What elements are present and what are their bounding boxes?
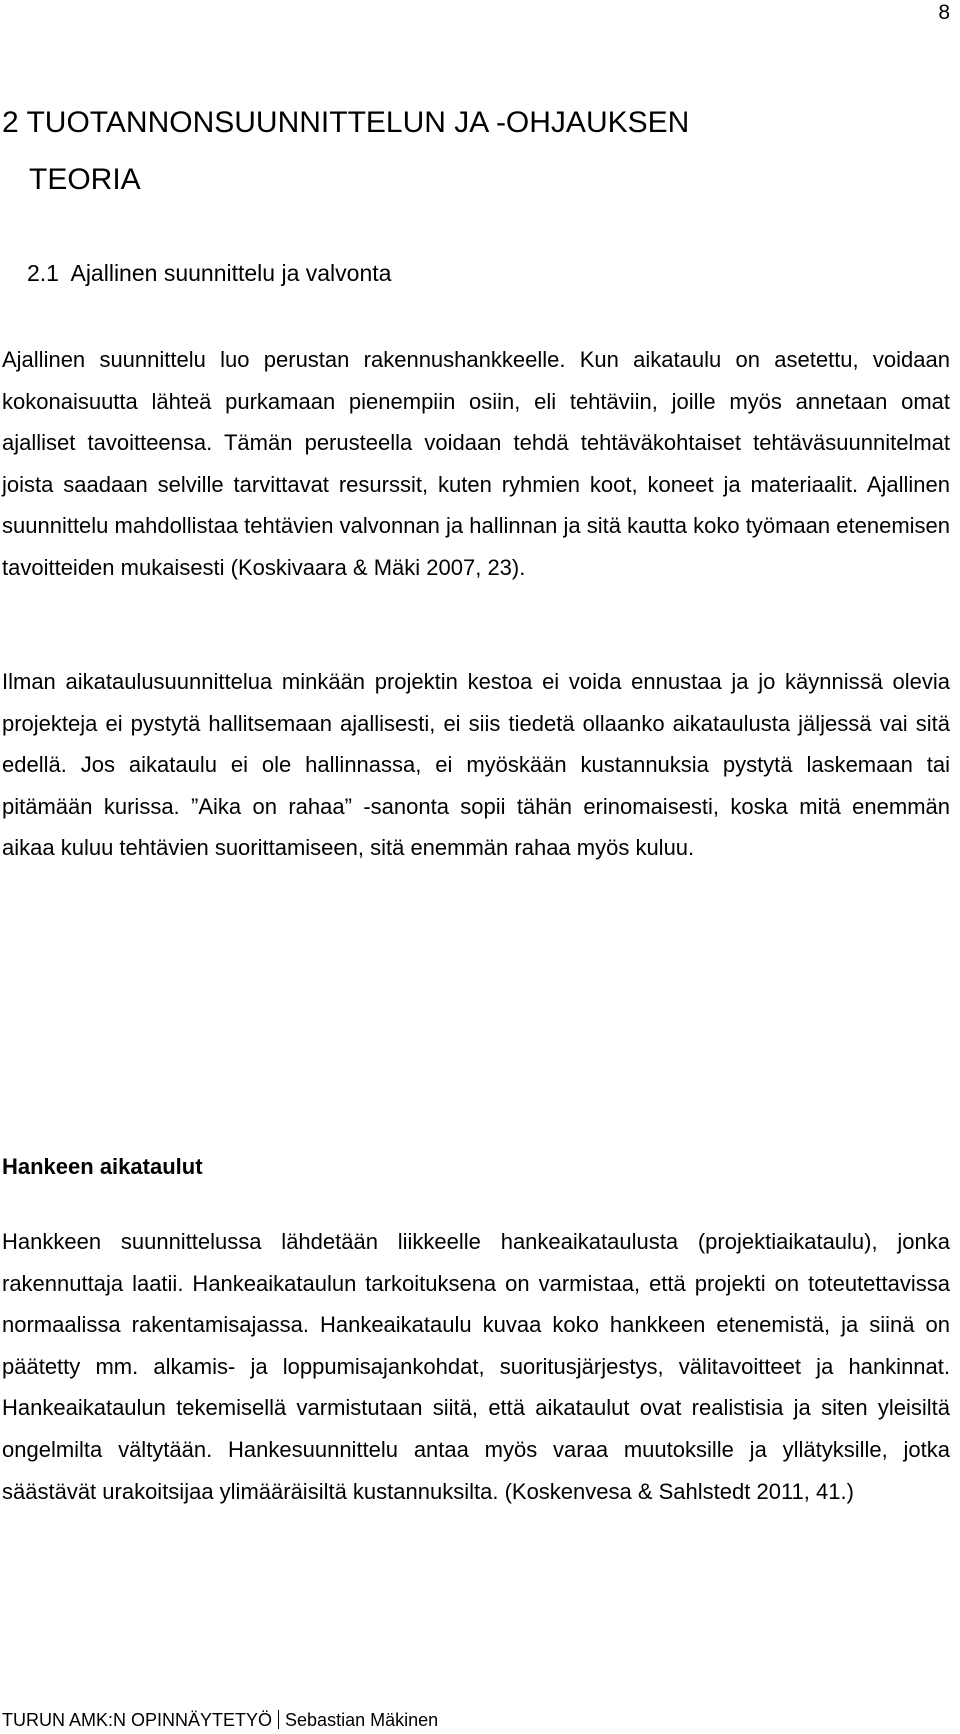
footer-separator [278,1710,279,1729]
footer-author: Sebastian Mäkinen [285,1710,439,1730]
body-paragraph-1: Ajallinen suunnittelu luo perustan rakennushankkeelle. Kun aikataulu on asetettu, voidaan kokonaisuutta lähteä purkamaan pienempiin osiin, eli tehtäviin, joille myös annetaan omat ajalliset tavoitteensa. Tämän perusteella voidaan tehdä tehtäväkohtaiset tehtäväsuunnitelmat joista saadaan selville tarvittavat resurssit, kuten ryhmien koot, koneet ja materiaalit. Ajallinen suunnittelu mahdollistaa tehtävien valvonnan ja hallinnan ja sitä kautta koko työmaan etenemisen tavoitteiden mukaisesti (Koskivaara & Mäki 2007, 23). [2,347,950,580]
page-footer [2,1709,438,1731]
section-heading: 2.1 Ajallinen suunnittelu ja valvonta [27,260,392,286]
chapter-heading-line-1: 2 TUOTANNONSUUNNITTELUN JA -OHJAUKSEN [2,106,690,139]
subsection-heading: Hankeen aikataulut [2,1154,203,1179]
body-paragraph-2: Ilman aikataulusuunnittelua minkään projektin kestoa ei voida ennustaa ja jo käynnissä olevia projekteja ei pystytä hallitsemaan ajallisesti, ei siis tiedetä ollaanko aikataulusta jäljessä vai sitä edellä. Jos aikataulu ei ole hallinnassa, ei myöskään kustannuksia pystytä laskemaan tai pitämään kurissa. ”Aika on rahaa” -sanonta sopii tähän erinomaisesti, koska mitä enemmän aikaa kuluu tehtävien suorittamiseen, sitä enemmän rahaa myös kuluu. [2,669,950,861]
body-paragraph-3: Hankkeen suunnittelussa lähdetään liikkeelle hankeaikataulusta (projektiaikataulu), jonka rakennuttaja laatii. Hankeaikataulun tarkoituksena on varmistaa, että projekti on toteutettavissa normaalissa rakentamisajassa. Hankeaikataulu kuvaa koko hankkeen etenemistä, ja siinä on päätetty mm. alkamis- ja loppumisajankohdat, suoritusjärjestys, välitavoitteet ja hankinnat. Hankeaikataulun tekemisellä varmistutaan siitä, että aikataulut ovat realistisia ja siten yleisiltä ongelmilta vältytään. Hankesuunnittelu antaa myös varaa muutoksille ja yllätyksille, jotka säästävät urakoitsijaa ylimääräisiltä kustannuksilta. (Koskenvesa & Sahlstedt 2011, 41.) [2,1229,950,1504]
chapter-heading [2,94,902,208]
chapter-heading-line-2: TEORIA [29,163,141,196]
footer-institution: TURUN AMK:N OPINNÄYTETYÖ [2,1710,273,1730]
page-number: 8 [938,1,950,24]
